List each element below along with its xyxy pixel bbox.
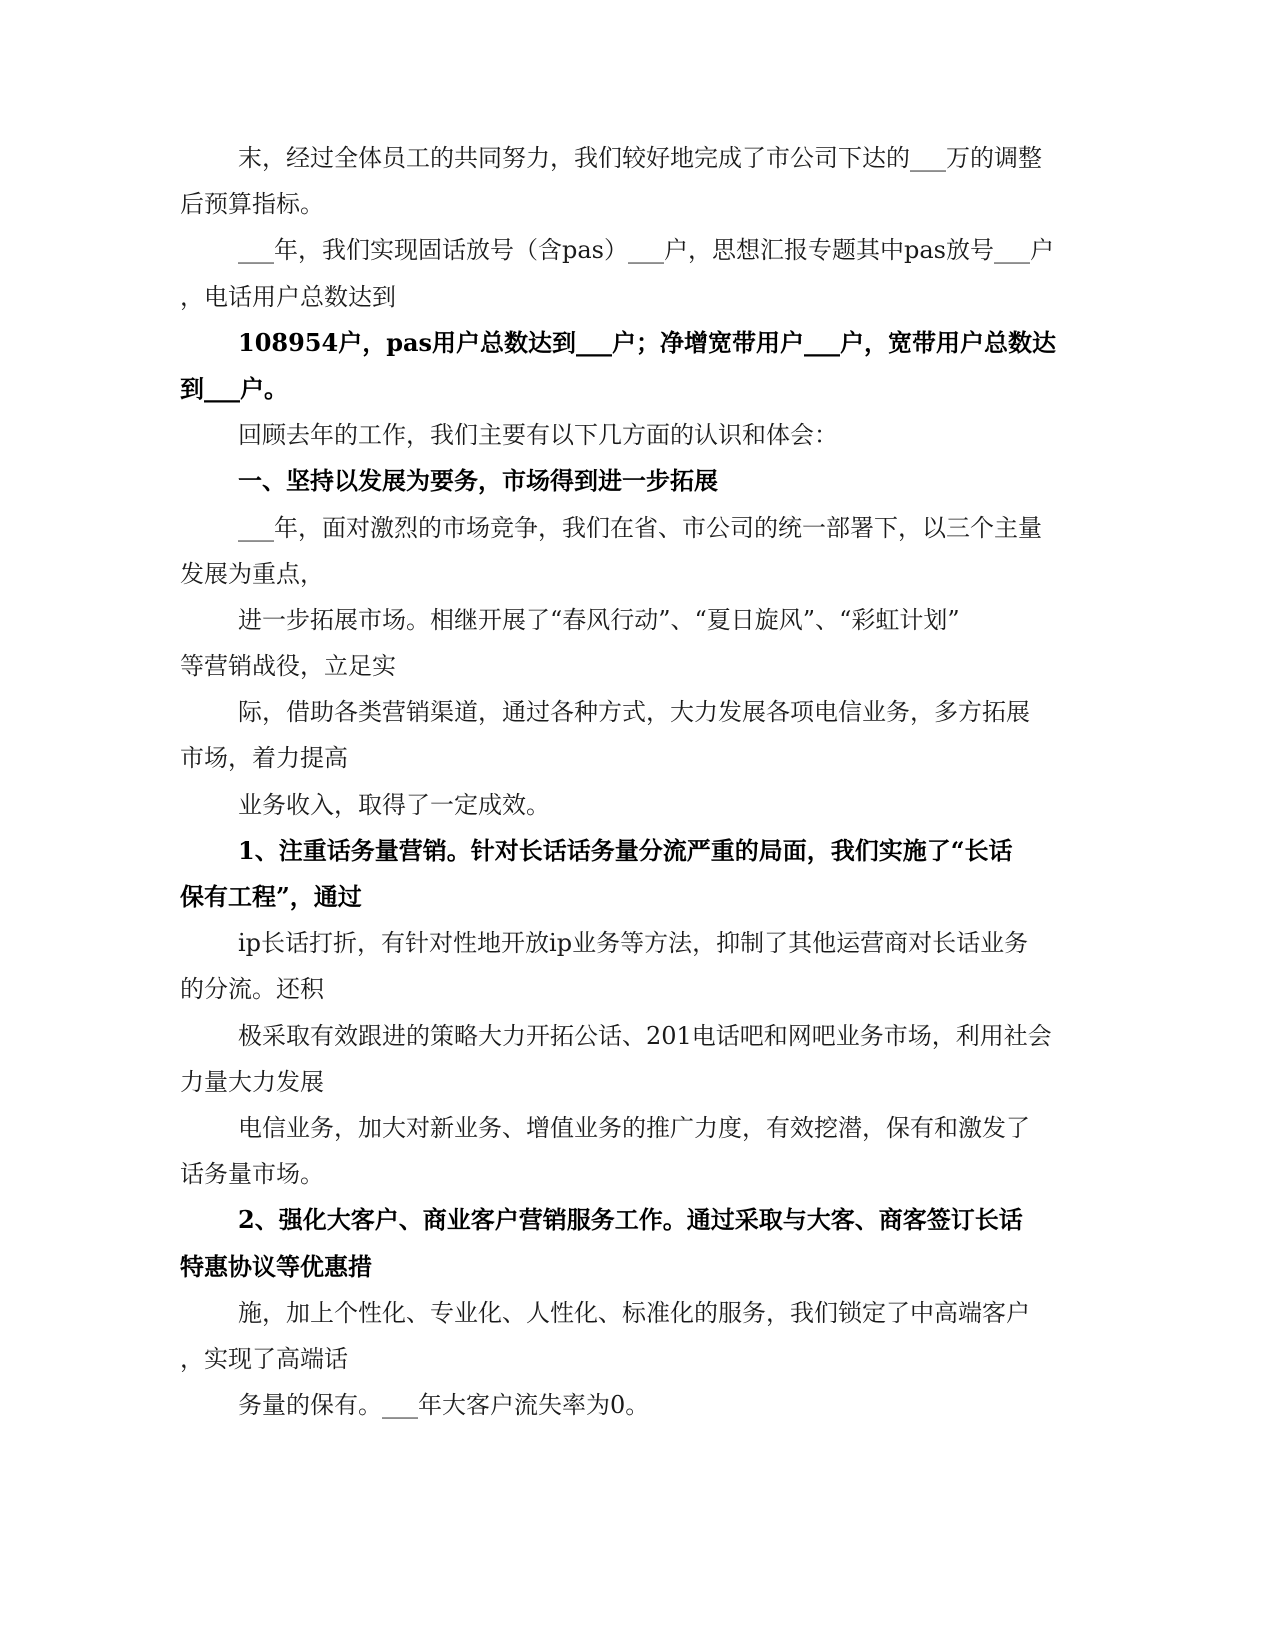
text-line: 极采取有效跟进的策略大力开拓公话、201电话吧和网吧业务市场，利用社会 bbox=[238, 1021, 1052, 1050]
text-line: ，电话用户总数达到 bbox=[180, 282, 396, 311]
subsection-heading: 保有工程”，通过 bbox=[180, 882, 362, 911]
text-line: 发展为重点， bbox=[180, 559, 324, 588]
text-line: ___年，面对激烈的市场竞争，我们在省、市公司的统一部署下，以三个主量 bbox=[238, 513, 1042, 542]
text-line: 施，加上个性化、专业化、人性化、标准化的服务，我们锁定了中高端客户 bbox=[238, 1298, 1030, 1327]
text-line: 等营销战役，立足实 bbox=[180, 652, 396, 681]
subsection-heading: 2、强化大客户、商业客户营销服务工作。通过采取与大客、商客签订长话 bbox=[238, 1205, 1023, 1235]
text-line: 市场，着力提高 bbox=[180, 744, 348, 773]
text-line: 后预算指标。 bbox=[180, 190, 324, 219]
bold-text-line: 到___户。 bbox=[180, 373, 288, 403]
text-line: 力量大力发展 bbox=[180, 1067, 324, 1096]
text-line: 话务量市场。 bbox=[180, 1160, 324, 1189]
subsection-heading: 1、注重话务量营销。针对长话话务量分流严重的局面，我们实施了“长话 bbox=[238, 835, 1013, 865]
text-line: ___年，我们实现固话放号（含pas）___户，思想汇报专题其中pas放号___户 bbox=[238, 236, 1054, 265]
text-line: ，实现了高端话 bbox=[180, 1344, 348, 1373]
text-line: 回顾去年的工作，我们主要有以下几方面的认识和体会： bbox=[238, 421, 838, 450]
text-line: ip长话打折，有针对性地开放ip业务等方法，抑制了其他运营商对长话业务 bbox=[238, 929, 1029, 958]
bold-text-line: 108954户，pas用户总数达到___户；净增宽带用户___户，宽带用户总数达 bbox=[238, 327, 1057, 357]
text-line: 业务收入，取得了一定成效。 bbox=[238, 790, 550, 819]
text-line: 进一步拓展市场。相继开展了“春风行动”、“夏日旋风”、“彩虹计划” bbox=[238, 605, 960, 634]
text-line: 际，借助各类营销渠道，通过各种方式，大力发展各项电信业务，多方拓展 bbox=[238, 698, 1030, 727]
text-line: 末，经过全体员工的共同努力，我们较好地完成了市公司下达的___万的调整 bbox=[238, 144, 1042, 172]
text-line: 务量的保有。___年大客户流失率为0。 bbox=[238, 1391, 650, 1420]
text-line: 的分流。还积 bbox=[180, 975, 324, 1004]
text-line: 电信业务，加大对新业务、增值业务的推广力度，有效挖潜，保有和激发了 bbox=[238, 1113, 1030, 1142]
section-heading: 一、坚持以发展为要务，市场得到进一步拓展 bbox=[238, 466, 718, 496]
subsection-heading: 特惠协议等优惠措 bbox=[180, 1251, 372, 1281]
